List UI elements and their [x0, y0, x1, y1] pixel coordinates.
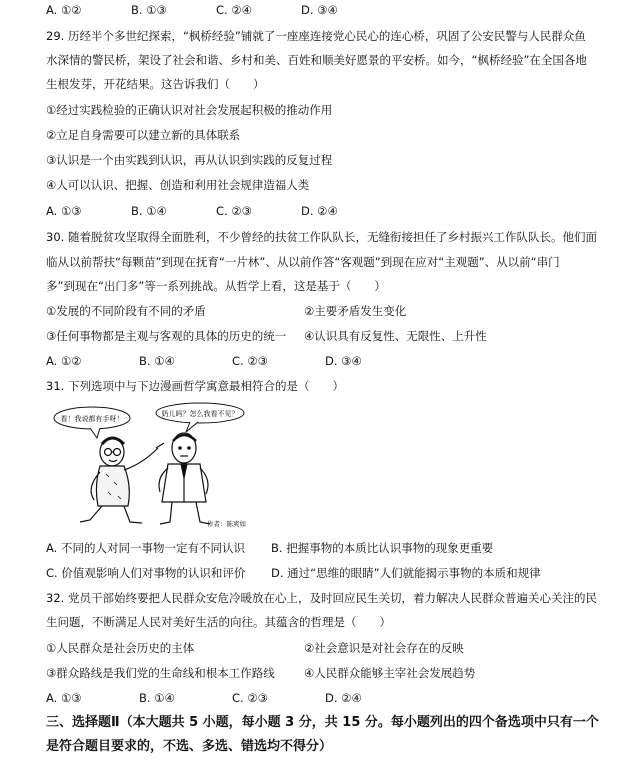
option-c: C. ②③: [232, 691, 268, 705]
option-b: B. 把握事物的本质比认识事物的现象更重要: [271, 541, 494, 555]
q29-stem-line-3: 生根发芽，开花结果。这告诉我们（ ）: [46, 77, 265, 91]
option-c: C. ②③: [232, 354, 268, 368]
option-b: B. ①④: [139, 691, 175, 705]
q32-statement-1: ①人民群众是社会历史的主体: [46, 641, 195, 655]
q32-stem-line-2: 生问题，不断满足人民对美好生活的向往。其蕴含的哲理是（ ）: [46, 615, 391, 629]
left-figure: [80, 438, 164, 523]
q30-statement-2: ②主要矛盾发生变化: [304, 304, 407, 318]
option-c: C. 价值观影响人们对事物的认识和评价: [46, 566, 246, 580]
option-b: B. ①③: [131, 3, 167, 17]
q29-stem-line-2: 水深情的警民桥，架设了社会和谐、乡村和美、百姓和顺美好愿景的平安桥。如今，“枫桥经验”在全国各地: [46, 53, 587, 67]
right-figure: [159, 433, 210, 524]
option-d: D. ③④: [325, 354, 362, 368]
q30-statement-3: ③任何事物都是主观与客观的具体的历史的统一: [46, 329, 287, 343]
option-a: A. ①②: [46, 354, 82, 368]
section-3-heading-line-2: 是符合题目要求的，不选、多选、错选均不得分）: [46, 739, 333, 754]
option-a: A. ①③: [46, 691, 82, 705]
q30-stem-line-2: 临从以前帮扶“每颗苗”到现在抚育“一片林”、从以前作答“客观题”到现在应对“主观题”、从以前“串门: [46, 255, 560, 269]
q32-stem-line-1: 32. 党员干部始终要把人民群众安危冷暖放在心上，及时回应民生关切，着力解决人民群众普遍关心关注的民: [46, 591, 597, 605]
cartoon-author: 作者：陈爽如: [207, 520, 246, 528]
q30-statement-1: ①发展的不同阶段有不同的矛盾: [46, 304, 206, 318]
q30-stem-line-3: 多”到现在“出门多”等一系列挑战。从哲学上看，这是基于（ ）: [46, 279, 386, 293]
q31-stem: 31. 下列选项中与下边漫画哲学寓意最相符合的是（ ）: [46, 379, 344, 393]
option-b: B. ①④: [131, 204, 167, 218]
q29-statement-4: ④人可以认识、把握、创造和利用社会规律造福人类: [46, 178, 310, 192]
speech-bubble-right: [156, 403, 244, 432]
q32-statement-3: ③群众路线是我们党的生命线和根本工作路线: [46, 666, 275, 680]
option-d: D. ③④: [301, 3, 338, 17]
option-a: A. ①③: [46, 204, 82, 218]
q32-statement-2: ②社会意识是对社会存在的反映: [304, 641, 464, 655]
cartoon-illustration: [50, 402, 250, 530]
q30-stem-line-1: 30. 随着脱贫攻坚取得全面胜利，不少曾经的扶贫工作队队长，无缝衔接担任了乡村振兴工作队队长。他们面: [46, 230, 597, 244]
q29-stem-line-1: 29. 历经半个多世纪探索，“枫桥经验”铺就了一座座连接党心民心的连心桥，巩固了公安民警与人民群众鱼: [46, 29, 586, 43]
option-d: D. ②④: [325, 691, 362, 705]
option-a: A. ①②: [46, 3, 82, 17]
bubble-left-text: 看！我说都有手呀！: [60, 415, 124, 423]
option-d: D. ②④: [301, 204, 338, 218]
option-c: C. ②③: [216, 204, 252, 218]
option-a: A. 不同的人对同一事物一定有不同认识: [46, 541, 245, 555]
option-c: C. ②④: [216, 3, 252, 17]
q30-statement-4: ④认识具有反复性、无限性、上升性: [304, 329, 487, 343]
speech-bubble-left: [54, 407, 130, 438]
option-b: B. ①④: [139, 354, 175, 368]
bubble-right-text: 奶儿吗？怎么我看不见？: [161, 410, 239, 418]
option-d: D. 通过“思维的眼睛”人们就能揭示事物的本质和规律: [271, 566, 541, 580]
q29-statement-1: ①经过实践检验的正确认识对社会发展起积极的推动作用: [46, 103, 333, 117]
q29-statement-3: ③认识是一个由实践到认识，再从认识到实践的反复过程: [46, 153, 333, 167]
q32-statement-4: ④人民群众能够主宰社会发展趋势: [304, 666, 476, 680]
section-3-heading-line-1: 三、选择题Ⅱ（本大题共 5 小题，每小题 3 分，共 15 分。每小题列出的四个备选项中只有一个: [46, 715, 599, 730]
q29-statement-2: ②立足自身需要可以建立新的具体联系: [46, 128, 241, 142]
